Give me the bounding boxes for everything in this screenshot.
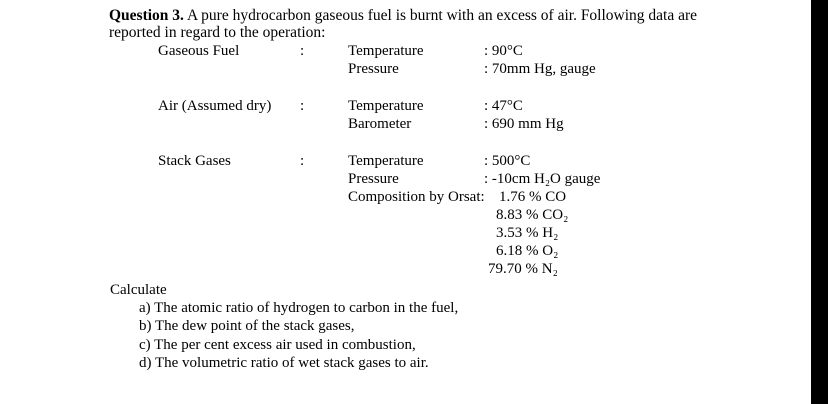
gaseous-fuel-temperature-label: Temperature xyxy=(348,43,424,59)
calculate-heading: Calculate xyxy=(110,282,167,298)
calculate-item-c: c) The per cent excess air used in combustion, xyxy=(139,337,416,353)
air-label: Air (Assumed dry) xyxy=(158,98,272,114)
air-barometer-label: Barometer xyxy=(348,116,412,132)
composition-n2: 79.70 % N₂ xyxy=(488,261,558,277)
gaseous-fuel-pressure-value: : 70mm Hg, gauge xyxy=(484,61,596,77)
air-barometer-value: : 690 mm Hg xyxy=(484,116,564,132)
question-text-1: A pure hydrocarbon gaseous fuel is burnt with an excess of air. Following data are xyxy=(183,7,698,24)
gaseous-fuel-pressure-label: Pressure xyxy=(348,61,399,77)
gaseous-fuel-colon: : xyxy=(300,43,305,59)
air-temperature-value: : 47°C xyxy=(484,98,523,114)
composition-label: Composition by Orsat: xyxy=(348,189,485,205)
calculate-item-d: d) The volumetric ratio of wet stack gases to air. xyxy=(139,355,429,371)
gaseous-fuel-temperature-value: : 90°C xyxy=(484,43,523,59)
calculate-item-a: a) The atomic ratio of hydrogen to carbon in the fuel, xyxy=(139,300,459,316)
stack-gases-pressure-value: : -10cm H₂O gauge xyxy=(484,171,601,187)
composition-co2: 8.83 % CO₂ xyxy=(496,207,569,223)
air-colon: : xyxy=(300,98,305,114)
question-line-1 xyxy=(109,7,697,25)
composition-h2: 3.53 % H₂ xyxy=(496,225,559,241)
stack-gases-temperature-value: : 500°C xyxy=(484,153,531,169)
calculate-item-b: b) The dew point of the stack gases, xyxy=(139,318,355,334)
stack-gases-temperature-label: Temperature xyxy=(348,153,424,169)
question-line-2: reported in regard to the operation: xyxy=(109,24,326,41)
question-number: Question 3. xyxy=(109,7,184,24)
stack-gases-colon: : xyxy=(300,153,305,169)
gaseous-fuel-label: Gaseous Fuel xyxy=(158,43,240,59)
stack-gases-label: Stack Gases xyxy=(158,153,231,169)
composition-o2: 6.18 % O₂ xyxy=(496,243,559,259)
stack-gases-pressure-label: Pressure xyxy=(348,171,399,187)
composition-co: 1.76 % CO xyxy=(499,189,567,205)
air-temperature-label: Temperature xyxy=(348,98,424,114)
